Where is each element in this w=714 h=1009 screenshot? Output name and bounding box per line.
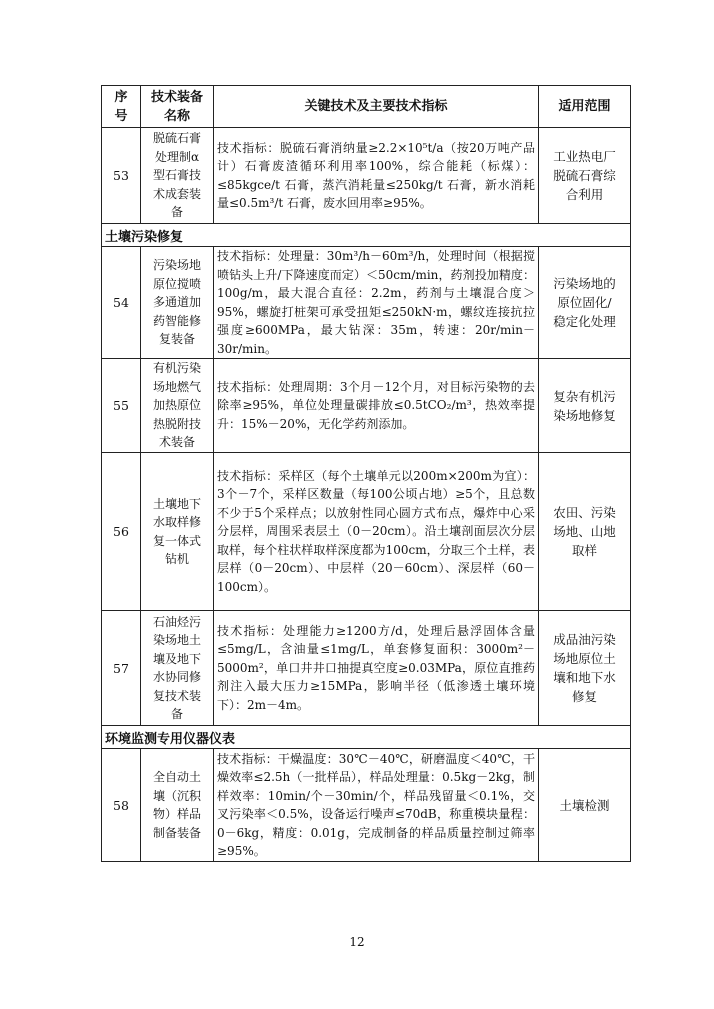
equipment-name: 污染场地 原位搅喷 多通道加 药智能修 复装备	[141, 247, 214, 359]
equipment-name: 全自动土 壤（沉积 物）样品 制备装备	[141, 749, 214, 862]
row-number: 58	[102, 749, 141, 862]
application-scope: 土壤检测	[539, 749, 631, 862]
equipment-table	[101, 85, 631, 862]
application-scope: 污染场地的 原位固化/ 稳定化处理	[539, 247, 631, 359]
header-no: 序 号	[102, 86, 141, 128]
row-number: 57	[102, 611, 141, 726]
table-row	[102, 247, 631, 359]
header-name: 技术装备 名称	[141, 86, 214, 128]
header-row	[102, 86, 631, 128]
header-desc: 关键技术及主要技术指标	[214, 86, 539, 128]
section-title-monitor: 环境监测专用仪器仪表	[102, 726, 631, 749]
table-row	[102, 359, 631, 453]
technical-spec: 技术指标：处理量：30m³/h－60m³/h，处理时间（根据搅喷钻头上升/下降速度而定）＜50cm/min，药剂投加精度：100g/m，最大混合直径：2.2m，药剂与土壤混合度＞95%，螺旋打桩架可承受扭矩≤250kN·m，螺纹连接抗拉强度≥600MPa，最大钻深：35m，转速：20r/min－30r/min。	[214, 247, 539, 359]
technical-spec: 技术指标：处理能力≥1200方/d，处理后悬浮固体含量≤5mg/L，含油量≤1mg/L，单套修复面积：3000m²－5000m²，单口井井口抽提真空度≥0.03MPa，原位直推药剂注入最大压力≥15MPa，影响半径（低渗透土壤环境下）：2m－4m。	[214, 611, 539, 726]
header-scope: 适用范围	[539, 86, 631, 128]
table-row	[102, 749, 631, 862]
application-scope: 工业热电厂 脱硫石膏综 合利用	[539, 128, 631, 224]
equipment-name: 石油烃污 染场地土 壤及地下 水协同修 复技术装 备	[141, 611, 214, 726]
section-row	[102, 726, 631, 749]
row-number: 56	[102, 453, 141, 611]
application-scope: 成品油污染 场地原位土 壤和地下水 修复	[539, 611, 631, 726]
row-number: 55	[102, 359, 141, 453]
table-row	[102, 453, 631, 611]
technical-spec: 技术指标：处理周期：3个月－12个月，对目标污染物的去除率≥95%，单位处理量碳排放≤0.5tCO₂/m³，热效率提升：15%－20%，无化学药剂添加。	[214, 359, 539, 453]
section-row	[102, 224, 631, 247]
application-scope: 复杂有机污 染场地修复	[539, 359, 631, 453]
technical-spec: 技术指标：脱硫石膏消纳量≥2.2×10⁵t/a（按20万吨产品计）石膏废渣循环利用率100%，综合能耗（标煤）：≤85kgce/t 石膏，蒸汽消耗量≤250kg/t 石膏，新水消耗量≤0.5m³/t 石膏，废水回用率≥95%。	[214, 128, 539, 224]
equipment-name: 脱硫石膏 处理制α 型石膏技 术成套装 备	[141, 128, 214, 224]
technical-spec: 技术指标：干燥温度：30℃－40℃，研磨温度＜40℃，干燥效率≤2.5h（一批样品），样品处理量：0.5kg－2kg，制样效率：10min/个－30min/个，样品残留量＜0.1%，交叉污染率＜0.5%，设备运行噪声≤70dB，称重模块量程：0－6kg，精度：0.01g，完成制备的样品质量控制过筛率≥95%。	[214, 749, 539, 862]
row-number: 53	[102, 128, 141, 224]
table-row	[102, 128, 631, 224]
equipment-name: 土壤地下 水取样修 复一体式 钻机	[141, 453, 214, 611]
page-number: 12	[349, 935, 365, 949]
row-number: 54	[102, 247, 141, 359]
section-title-soil: 土壤污染修复	[102, 224, 631, 247]
equipment-name: 有机污染 场地燃气 加热原位 热脱附技 术装备	[141, 359, 214, 453]
technical-spec: 技术指标：采样区（每个土壤单元以200m×200m为宜）：3个－7个，采样区数量（每100公顷占地）≥5个，且总数不少于5个采样点；以放射性同心圆方式布点，爆炸中心采分层样，周围采表层土（0－20cm）。沿土壤剖面层次分层取样，每个柱状样取样深度都为100cm，分取三个土样，表层样（0－20cm）、中层样（20－60cm）、深层样（60－100cm）。	[214, 453, 539, 611]
application-scope: 农田、污染 场地、山地 取样	[539, 453, 631, 611]
table-row	[102, 611, 631, 726]
